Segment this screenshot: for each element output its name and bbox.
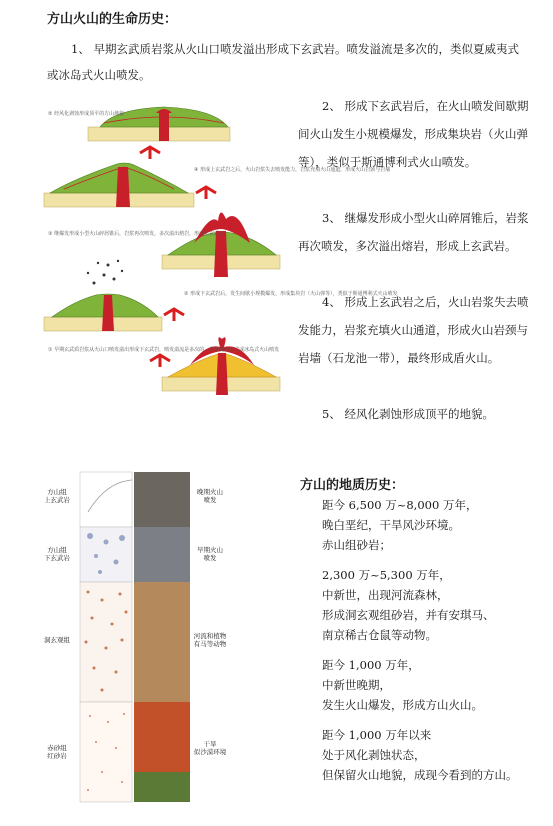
geo-line: 处于风化剥蚀状态， <box>322 748 426 762</box>
figure-caption: ② 形成下玄武岩后，发生间歇小规模爆发，形成集块岩（火山弹等），类似于斯通博利式火山喷发 <box>184 291 398 297</box>
volcano-evolution-figure <box>44 95 398 410</box>
strat-env-early-eruption: 早期火山 喷发 <box>197 546 223 562</box>
section-title-life-history: 方山火山的生命历史： <box>47 12 178 27</box>
geo-line: 南京稀古仓鼠等动物。 <box>322 628 437 642</box>
strat-env-arid-desert: 干旱 似沙漠环境 <box>193 740 227 756</box>
strat-label-lower-basalt: 方山组 下玄武岩 <box>44 546 70 562</box>
strat-label-upper-basalt: 方山组 上玄武岩 <box>44 488 70 504</box>
geo-line: 晚白垩纪，干旱风沙环境。 <box>322 518 460 532</box>
figure-caption: ③ 继爆发形成小型火山碎屑锥后，岩浆再次喷发，多次溢出熔岩，形成上玄武岩 <box>48 231 225 237</box>
geo-line: 2,300 万~5,300 万年， <box>322 568 451 582</box>
section-title-geologic-history: 方山的地质历史： <box>300 478 405 493</box>
point-5: 5、 经风化剥蚀形成顶平的地貌。 <box>322 407 494 421</box>
arrow-up-icon <box>196 187 216 199</box>
geo-line: 发生火山爆发，形成方山火山。 <box>322 698 483 712</box>
point-3: 3、 继爆发形成小型火山碎屑锥后，岩浆再次喷发，多次溢出熔岩，形成上玄武岩。 <box>298 211 529 253</box>
geo-line: 但保留火山地貌，成现今看到的方山。 <box>322 768 518 782</box>
strat-label-dongxuanguan: 洞玄观组 <box>44 636 70 644</box>
stage-explosion <box>44 260 162 331</box>
figure-caption: ⑤ 经风化剥蚀形成顶平的方山地貌 <box>48 111 125 117</box>
stratigraphy-figure <box>36 472 228 802</box>
stage-shield <box>44 163 194 207</box>
geo-line: 距今 1,000 万年， <box>322 658 420 672</box>
intro-paragraph: 1、 早期玄武质岩浆从火山口喷发溢出形成下玄武岩。喷发溢流是多次的，类似夏威夷式或冰岛式火山喷发。 <box>47 42 519 82</box>
stage-initial-eruption <box>162 337 280 395</box>
strat-env-river-plants: 河流和植物 有马等动物 <box>193 632 227 648</box>
stage-lava-flow <box>162 212 280 277</box>
geo-line: 赤山组砂岩； <box>322 538 391 552</box>
figure-caption: ① 早期玄武质岩浆从火山口喷发溢出形成下玄武岩，喷发溢流是多次的，类似夏威夷式或冰岛式火山喷发 <box>48 347 280 353</box>
strat-label-red-sandstone: 赤砂组 红砂岩 <box>47 744 67 760</box>
geo-line: 中新世晚期， <box>322 678 391 692</box>
geo-line: 形成洞玄观组砂岩，并有安琪马、 <box>322 608 495 622</box>
geo-line: 距今 6,500 万~8,000 万年， <box>322 498 478 512</box>
strat-env-late-eruption: 晚期火山 喷发 <box>197 488 223 504</box>
geo-line: 中新世，出现河流森林， <box>322 588 449 602</box>
arrow-up-icon <box>150 355 170 367</box>
arrow-up-icon <box>140 147 160 159</box>
point-4: 4、 形成上玄武岩之后，火山岩浆失去喷发能力，岩浆充填火山通道，形成火山岩颈与岩墙（石龙池一带），最终形成盾火山。 <box>298 295 529 365</box>
figure-caption: ④ 形成上玄武岩之后，火山岩浆失去喷发能力，岩浆充填火山通道，形成火山岩颈与岩墙 <box>194 167 391 173</box>
point-2: 2、 形成下玄武岩后，在火山喷发间歇期间火山发生小规模爆发，形成集块岩（火山弹等），类似于斯通博利式火山喷发。 <box>298 99 529 169</box>
geo-line: 距今 1,000 万年以来 <box>322 728 432 742</box>
arrow-up-icon <box>164 309 184 321</box>
